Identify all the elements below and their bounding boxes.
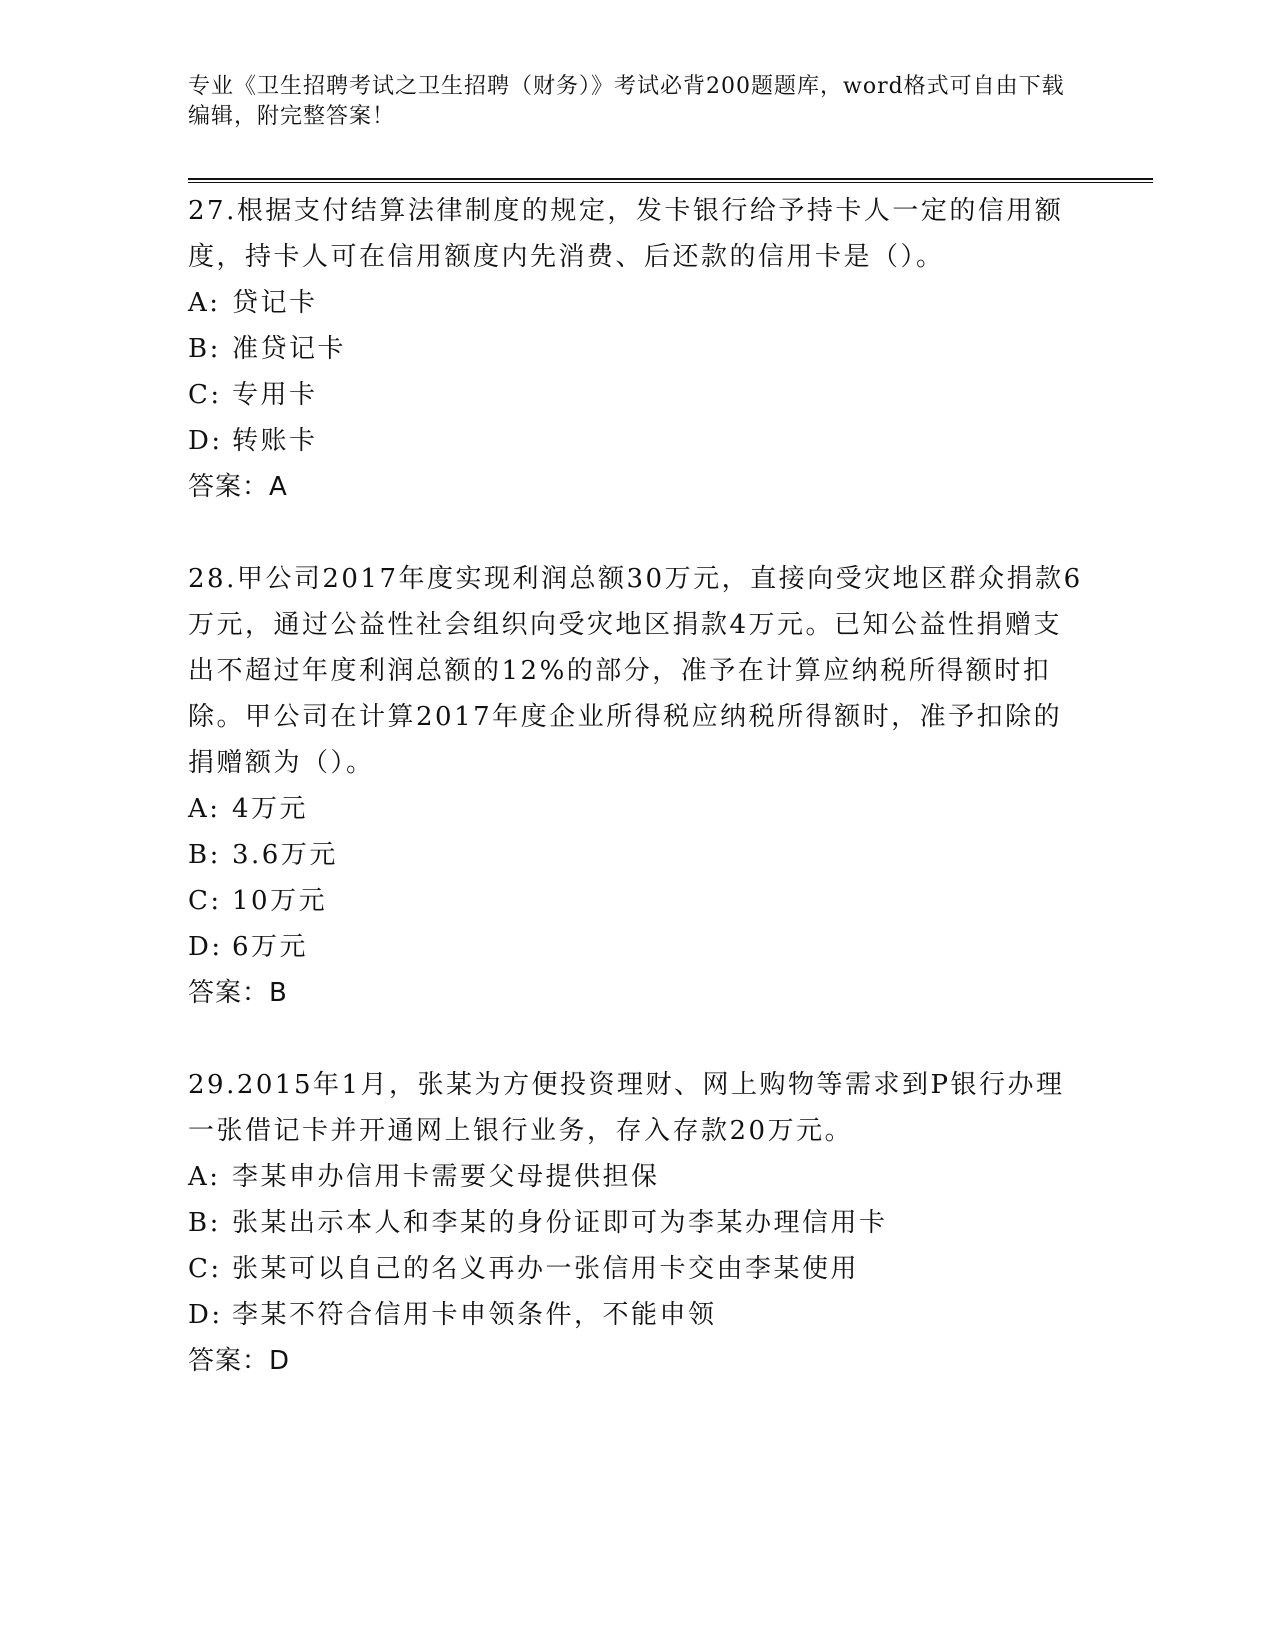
answer-line: 答案：A <box>188 472 288 502</box>
option-text: 贷记卡 <box>232 288 318 318</box>
option-d <box>188 924 1088 970</box>
option-key: A: <box>188 794 221 824</box>
option-key: C: <box>188 1254 222 1284</box>
option-key: C: <box>188 886 222 916</box>
option-key: B: <box>188 334 221 364</box>
option-text: 张某出示本人和李某的身份证即可为李某办理信用卡 <box>232 1208 888 1238</box>
question-list <box>188 188 1088 1384</box>
option-key: B: <box>188 840 221 870</box>
document-header: 专业《卫生招聘考试之卫生招聘（财务）》考试必背200题题库，word格式可自由下载编辑，附完整答案！ <box>188 74 1065 129</box>
option-key: C: <box>188 380 222 410</box>
answer-line: 答案：B <box>188 978 288 1008</box>
option-d <box>188 418 1088 464</box>
question-28 <box>188 556 1088 1016</box>
question-27 <box>188 188 1088 510</box>
option-a <box>188 786 1088 832</box>
question-29 <box>188 1062 1088 1384</box>
question-stem: 29.2015年1月，张某为方便投资理财、网上购物等需求到P银行办理一张借记卡并开通网上银行业务，存入存款20万元。 <box>188 1070 1065 1146</box>
option-b <box>188 1200 1088 1246</box>
answer-line: 答案：D <box>188 1346 291 1376</box>
option-text: 专用卡 <box>232 380 318 410</box>
question-spacer <box>188 510 1088 556</box>
option-c <box>188 372 1088 418</box>
option-key: D: <box>188 1300 223 1330</box>
option-d <box>188 1292 1088 1338</box>
header-divider-thick <box>188 178 1153 180</box>
option-b <box>188 326 1088 372</box>
option-text: 转账卡 <box>232 426 318 456</box>
option-text: 李某申办信用卡需要父母提供担保 <box>232 1162 660 1192</box>
option-text: 准贷记卡 <box>232 334 347 364</box>
option-key: B: <box>188 1208 221 1238</box>
option-key: D: <box>188 426 223 456</box>
option-text: 6万元 <box>232 932 309 962</box>
option-a <box>188 1154 1088 1200</box>
option-key: A: <box>188 288 221 318</box>
question-spacer <box>188 1016 1088 1062</box>
option-text: 10万元 <box>232 886 328 916</box>
option-key: D: <box>188 932 223 962</box>
option-text: 4万元 <box>232 794 309 824</box>
question-stem: 28.甲公司2017年度实现利润总额30万元，直接向受灾地区群众捐款6万元，通过公益性社会组织向受灾地区捐款4万元。已知公益性捐赠支出不超过年度利润总额的12%的部分，准予在计算应纳税所得额时扣除。甲公司在计算2017年度企业所得税应纳税所得额时，准予扣除的捐赠额为（）。 <box>188 564 1083 778</box>
option-text: 张某可以自己的名义再办一张信用卡交由李某使用 <box>232 1254 860 1284</box>
option-a <box>188 280 1088 326</box>
option-text: 3.6万元 <box>232 840 338 870</box>
option-b <box>188 832 1088 878</box>
question-stem: 27.根据支付结算法律制度的规定，发卡银行给予持卡人一定的信用额度，持卡人可在信用额度内先消费、后还款的信用卡是（）。 <box>188 196 1064 272</box>
option-c <box>188 878 1088 924</box>
option-c <box>188 1246 1088 1292</box>
option-text: 李某不符合信用卡申领条件，不能申领 <box>232 1300 717 1330</box>
option-key: A: <box>188 1162 221 1192</box>
header-divider-thin <box>188 182 1153 183</box>
